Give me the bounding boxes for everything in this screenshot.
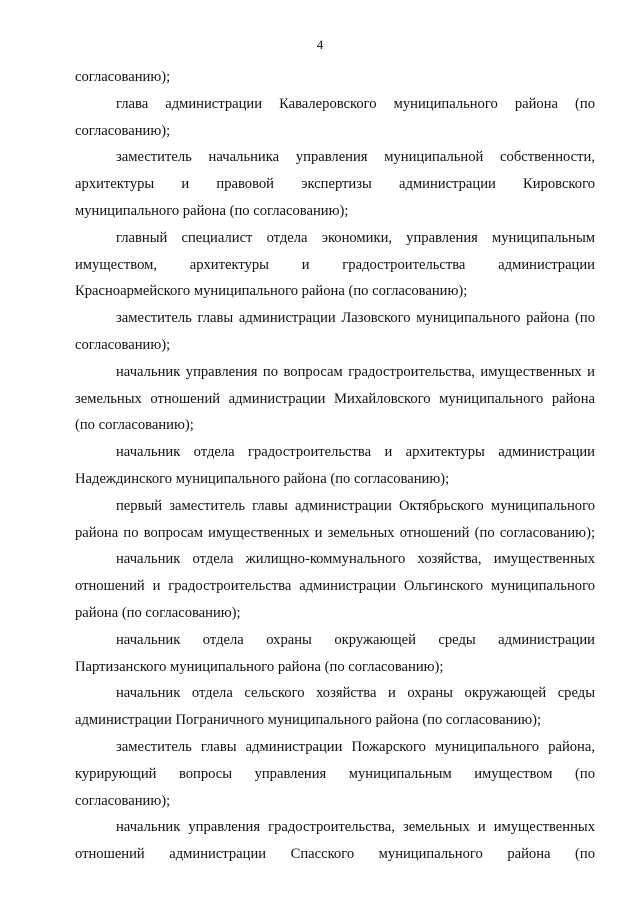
text-line: начальник отдела сельского хозяйства и охраны окружающей среды [116,685,595,702]
text-line: начальник отдела жилищно-коммунального хозяйства, имущественных [116,551,595,568]
text-line: начальник отдела градостроительства и архитектуры администрации [116,444,595,461]
text-line: Красноармейского муниципального района (по согласованию); [75,283,468,300]
text-line: (по согласованию); [75,417,194,434]
text-line: земельных отношений администрации Михайловского муниципального района [75,390,595,407]
text-line: начальник управления градостроительства, земельных и имущественных [116,819,595,836]
text-line: заместитель начальника управления муниципальной собственности, [116,149,595,166]
text-line: согласованию); [75,336,171,353]
text-line: Надеждинского муниципального района (по согласованию); [75,470,450,487]
page-number: 4 [316,37,324,52]
text-line: начальник отдела охраны окружающей среды администрации [116,631,595,648]
text-line: заместитель главы администрации Пожарского муниципального района, [116,738,595,755]
text-line: согласованию); [75,69,171,85]
text-line: имуществом, архитектуры и градостроительства администрации [75,256,595,273]
text-line: начальник управления по вопросам градостроительства, имущественных и [116,363,595,380]
text-line: заместитель главы администрации Лазовского муниципального района (по [116,310,595,327]
text-line: глава администрации Кавалеровского муниципального района (по [116,95,595,112]
text-line: согласованию); [75,792,171,809]
text-line: Партизанского муниципального района (по согласованию); [75,658,444,675]
text-line: отношений и градостроительства администрации Ольгинского муниципального [75,578,595,595]
text-line: первый заместитель главы администрации Октябрьского муниципального [116,497,595,514]
text-line: района (по согласованию); [75,604,241,621]
document-body [75,64,595,868]
text-line: согласованию); [75,122,171,139]
text-line: администрации Пограничного муниципального района (по согласованию); [75,712,542,729]
text-line: отношений администрации Спасского муниципального района (по [75,846,595,863]
text-line: главный специалист отдела экономики, управления муниципальным [116,229,595,246]
text-line: муниципального района (по согласованию); [75,202,349,219]
text-line: курирующий вопросы управления муниципальным имуществом (по [75,765,595,782]
text-line: района по вопросам имущественных и земельных отношений (по согласованию); [75,524,595,541]
text-line: архитектуры и правовой экспертизы администрации Кировского [75,176,595,193]
